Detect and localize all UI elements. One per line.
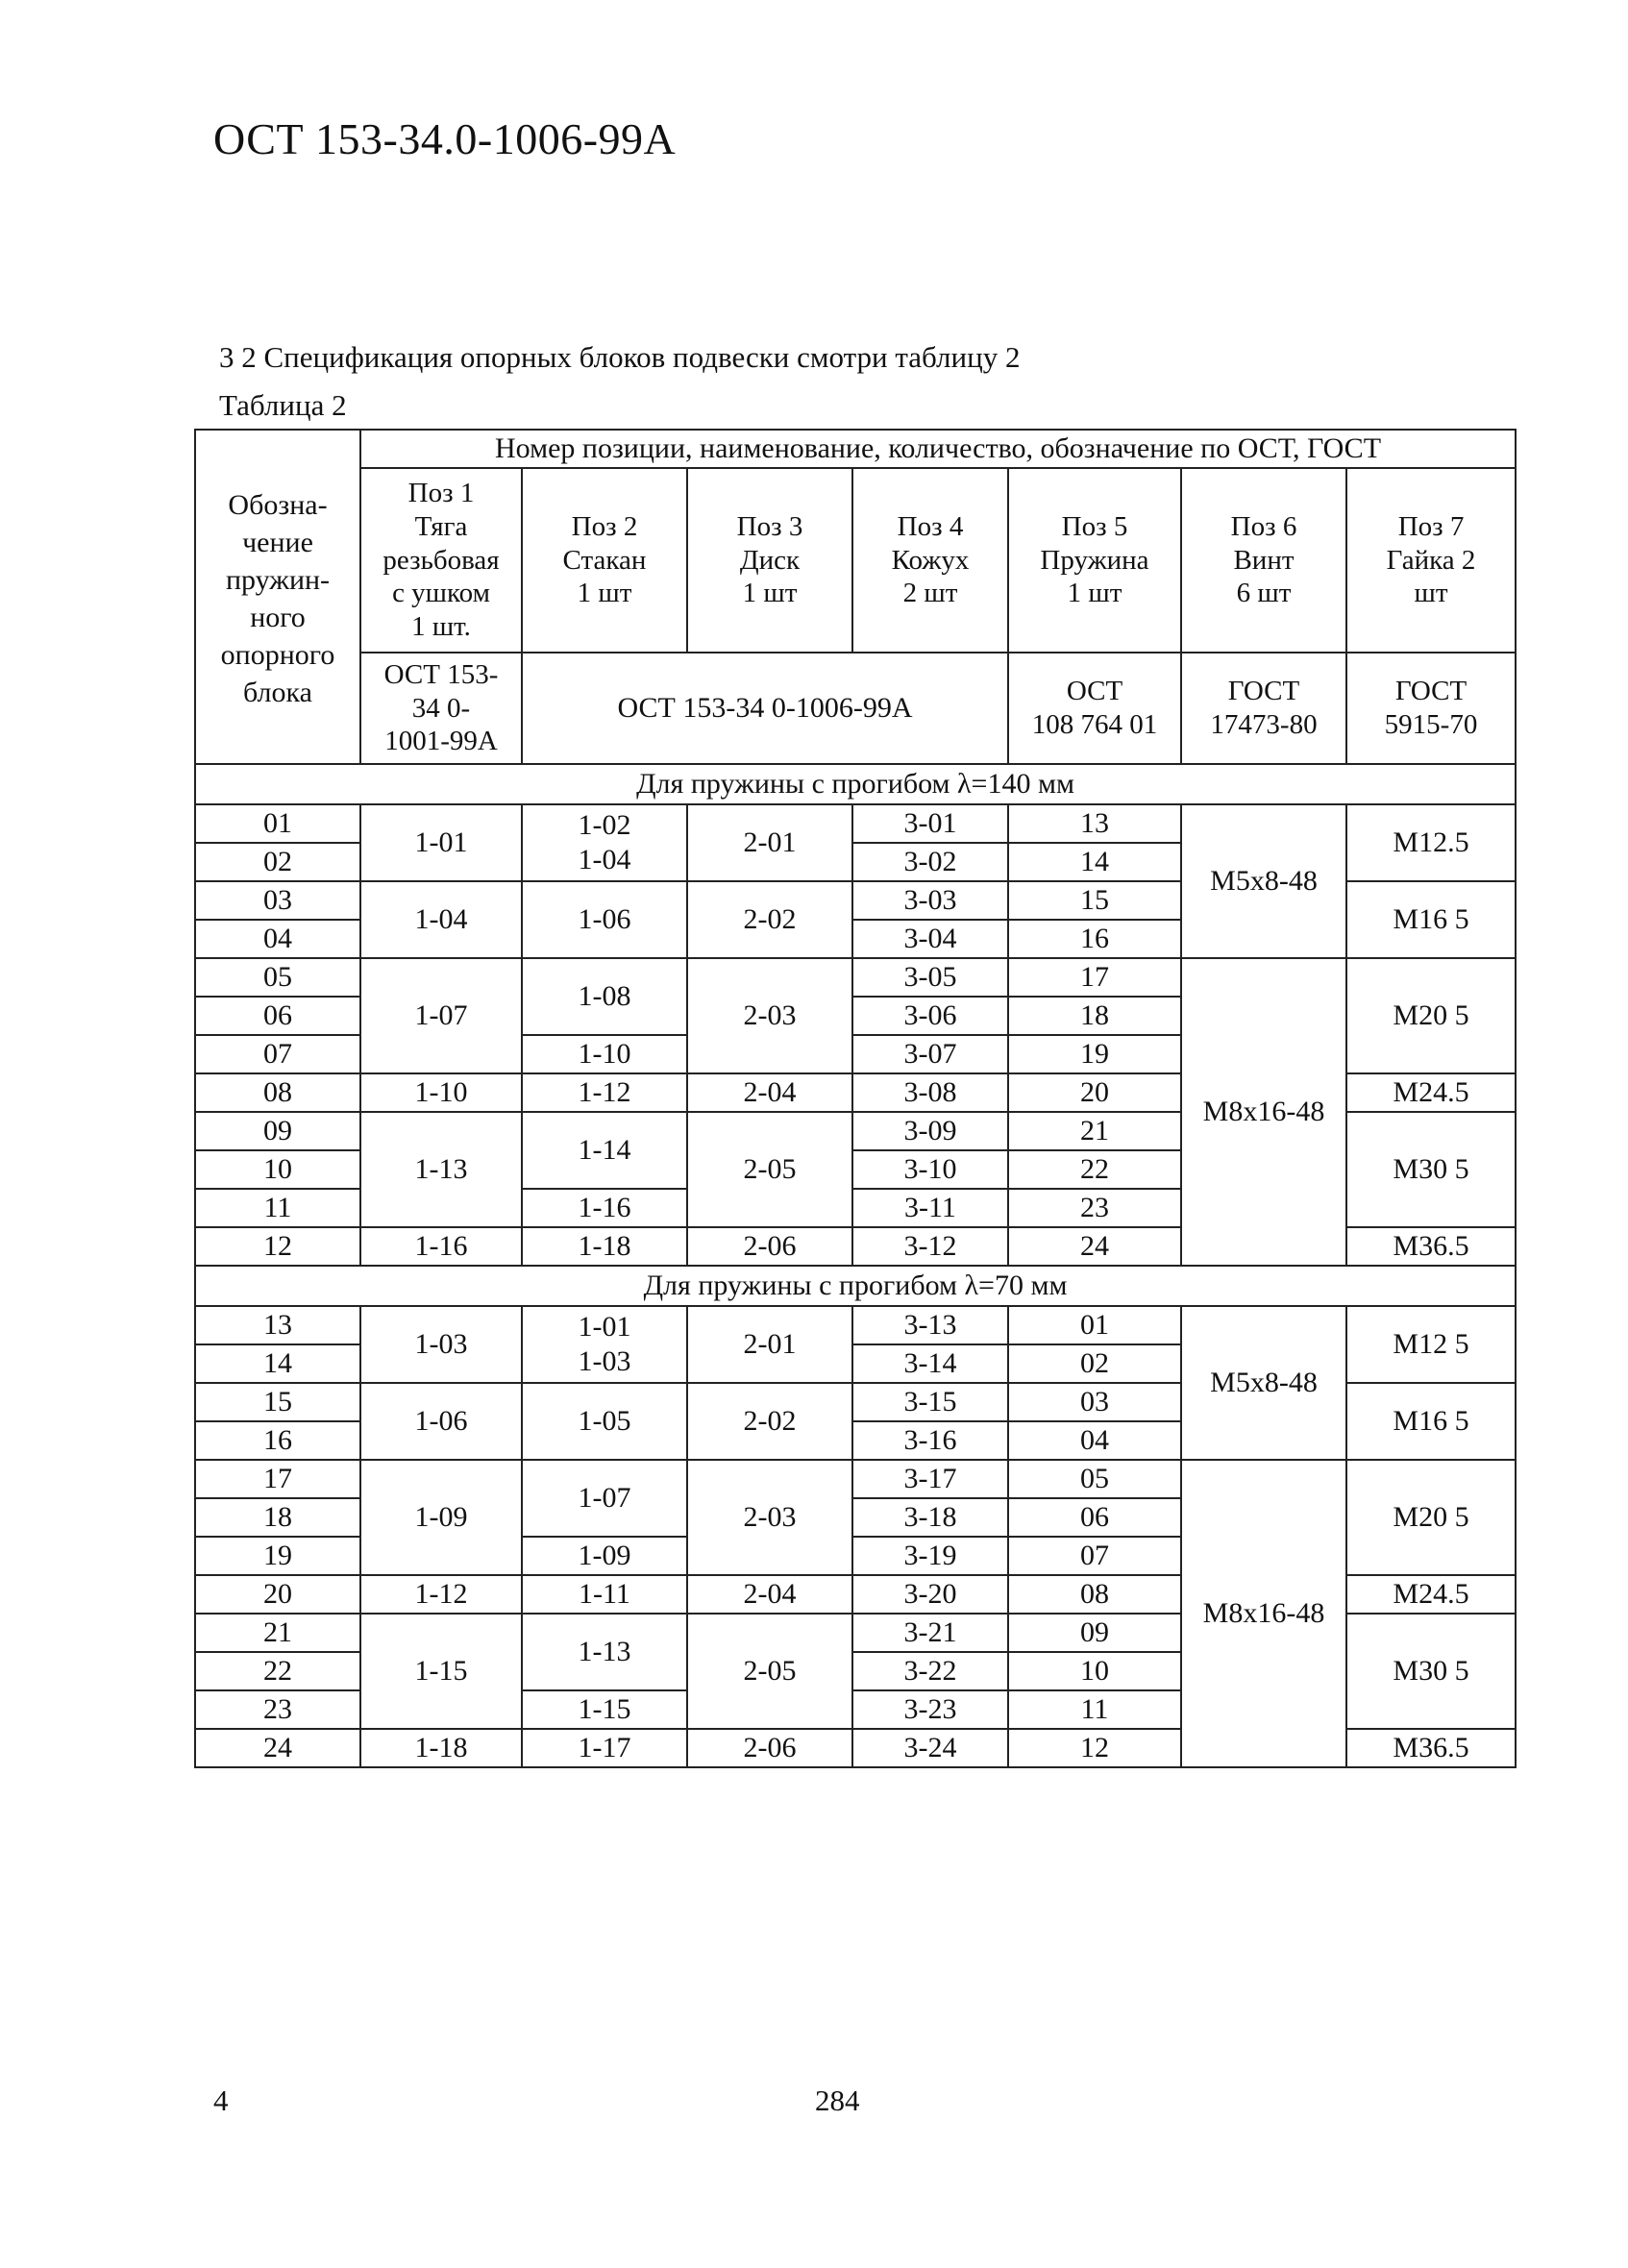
pos4-cell: 3-07 <box>852 1035 1008 1073</box>
pos2-cell: 1-11 <box>522 1575 687 1614</box>
designation-cell: 22 <box>195 1652 360 1690</box>
pos5-cell: 09 <box>1008 1614 1181 1652</box>
pos6-cell: М8х16-48 <box>1181 1460 1346 1767</box>
designation-cell: 02 <box>195 843 360 881</box>
pos1-cell: 1-12 <box>360 1575 522 1614</box>
pos3-cell: 2-02 <box>687 1383 852 1460</box>
designation-cell: 08 <box>195 1073 360 1112</box>
pos2-cell: 1-01 1-03 <box>522 1306 687 1383</box>
pos2-cell: 1-08 <box>522 958 687 1035</box>
pos2-cell: 1-17 <box>522 1729 687 1767</box>
pos1-cell: 1-10 <box>360 1073 522 1112</box>
document-code: ОСТ 153-34.0-1006-99А <box>213 114 677 163</box>
pos1-cell: 1-18 <box>360 1729 522 1767</box>
pos4-cell: 3-09 <box>852 1112 1008 1150</box>
pos7-cell: М20 5 <box>1346 1460 1516 1575</box>
pos6-cell: М5х8-48 <box>1181 804 1346 958</box>
pos4-cell: 3-12 <box>852 1227 1008 1266</box>
pos1-cell: 1-07 <box>360 958 522 1073</box>
pos4-cell: 3-20 <box>852 1575 1008 1614</box>
pos5-cell: 02 <box>1008 1344 1181 1383</box>
pos7-cell: М30 5 <box>1346 1614 1516 1729</box>
pos4-cell: 3-21 <box>852 1614 1008 1652</box>
pos4-cell: 3-19 <box>852 1537 1008 1575</box>
pos3-cell: 2-05 <box>687 1112 852 1227</box>
designation-cell: 12 <box>195 1227 360 1266</box>
pos4-cell: 3-15 <box>852 1383 1008 1421</box>
pos4-cell: 3-16 <box>852 1421 1008 1460</box>
pos5-cell: 20 <box>1008 1073 1181 1112</box>
pos3-cell: 2-06 <box>687 1227 852 1266</box>
pos3-cell: 2-03 <box>687 1460 852 1575</box>
pos2-cell: 1-15 <box>522 1690 687 1729</box>
pos5-cell: 10 <box>1008 1652 1181 1690</box>
pos7-cell: М30 5 <box>1346 1112 1516 1227</box>
pos1-cell: 1-04 <box>360 881 522 958</box>
pos4-cell: 3-10 <box>852 1150 1008 1189</box>
pos7-standard: ГОСТ 5915-70 <box>1346 653 1516 764</box>
pos4-cell: 3-22 <box>852 1652 1008 1690</box>
pos2-cell: 1-02 1-04 <box>522 804 687 881</box>
pos5-cell: 01 <box>1008 1306 1181 1344</box>
pos3-header: Поз 3 Диск 1 шт <box>687 468 852 653</box>
pos6-cell: М5х8-48 <box>1181 1306 1346 1460</box>
pos3-cell: 2-03 <box>687 958 852 1073</box>
pos2-cell: 1-18 <box>522 1227 687 1266</box>
designation-header: Обозна- чение пружин- ного опорного блока <box>195 430 360 764</box>
designation-cell: 16 <box>195 1421 360 1460</box>
pos7-cell: М20 5 <box>1346 958 1516 1073</box>
pos5-cell: 15 <box>1008 881 1181 920</box>
pos7-cell: М24.5 <box>1346 1073 1516 1112</box>
designation-cell: 04 <box>195 920 360 958</box>
pos5-cell: 04 <box>1008 1421 1181 1460</box>
page-number-left: 4 <box>213 2083 229 2117</box>
pos5-cell: 24 <box>1008 1227 1181 1266</box>
pos2-cell: 1-05 <box>522 1383 687 1460</box>
pos6-header: Поз 6 Винт 6 шт <box>1181 468 1346 653</box>
pos7-cell: М16 5 <box>1346 881 1516 958</box>
pos4-header: Поз 4 Кожух 2 шт <box>852 468 1008 653</box>
pos7-cell: М12.5 <box>1346 804 1516 881</box>
pos2-cell: 1-14 <box>522 1112 687 1189</box>
designation-cell: 19 <box>195 1537 360 1575</box>
designation-cell: 11 <box>195 1189 360 1227</box>
pos4-cell: 3-24 <box>852 1729 1008 1767</box>
pos5-cell: 19 <box>1008 1035 1181 1073</box>
designation-cell: 17 <box>195 1460 360 1498</box>
pos7-cell: М36.5 <box>1346 1729 1516 1767</box>
page-number-center: 284 <box>815 2083 860 2117</box>
pos1-header: Поз 1 Тяга резьбовая с ушком 1 шт. <box>360 468 522 653</box>
pos6-standard: ГОСТ 17473-80 <box>1181 653 1346 764</box>
pos3-cell: 2-01 <box>687 804 852 881</box>
pos4-cell: 3-06 <box>852 997 1008 1035</box>
table-row <box>195 1306 1516 1344</box>
designation-cell: 21 <box>195 1614 360 1652</box>
pos5-cell: 03 <box>1008 1383 1181 1421</box>
pos1-cell: 1-15 <box>360 1614 522 1729</box>
table-row <box>195 958 1516 997</box>
pos1-cell: 1-09 <box>360 1460 522 1575</box>
pos5-cell: 11 <box>1008 1690 1181 1729</box>
section-title: Для пружины с прогибом λ=70 мм <box>195 1266 1516 1306</box>
designation-cell: 23 <box>195 1690 360 1729</box>
pos4-cell: 3-01 <box>852 804 1008 843</box>
pos2-cell: 1-07 <box>522 1460 687 1537</box>
designation-cell: 18 <box>195 1498 360 1537</box>
designation-cell: 13 <box>195 1306 360 1344</box>
designation-cell: 14 <box>195 1344 360 1383</box>
pos4-cell: 3-11 <box>852 1189 1008 1227</box>
pos2-4-standard: ОСТ 153-34 0-1006-99А <box>522 653 1008 764</box>
pos5-cell: 17 <box>1008 958 1181 997</box>
pos2-cell: 1-09 <box>522 1537 687 1575</box>
pos2-cell: 1-06 <box>522 881 687 958</box>
designation-cell: 10 <box>195 1150 360 1189</box>
designation-cell: 03 <box>195 881 360 920</box>
pos4-cell: 3-08 <box>852 1073 1008 1112</box>
pos2-cell: 1-12 <box>522 1073 687 1112</box>
pos4-cell: 3-04 <box>852 920 1008 958</box>
pos5-cell: 14 <box>1008 843 1181 881</box>
pos4-cell: 3-17 <box>852 1460 1008 1498</box>
pos4-cell: 3-13 <box>852 1306 1008 1344</box>
table-row <box>195 1460 1516 1498</box>
pos5-cell: 13 <box>1008 804 1181 843</box>
specification-table <box>194 429 1517 1768</box>
designation-cell: 24 <box>195 1729 360 1767</box>
pos2-cell: 1-16 <box>522 1189 687 1227</box>
designation-cell: 20 <box>195 1575 360 1614</box>
pos3-cell: 2-04 <box>687 1575 852 1614</box>
pos2-cell: 1-13 <box>522 1614 687 1690</box>
pos1-cell: 1-01 <box>360 804 522 881</box>
designation-cell: 01 <box>195 804 360 843</box>
designation-cell: 15 <box>195 1383 360 1421</box>
pos7-cell: М16 5 <box>1346 1383 1516 1460</box>
pos5-standard: ОСТ 108 764 01 <box>1008 653 1181 764</box>
pos5-header: Поз 5 Пружина 1 шт <box>1008 468 1181 653</box>
pos7-cell: М12 5 <box>1346 1306 1516 1383</box>
pos5-cell: 23 <box>1008 1189 1181 1227</box>
pos5-cell: 21 <box>1008 1112 1181 1150</box>
pos7-header: Поз 7 Гайка 2 шт <box>1346 468 1516 653</box>
pos3-cell: 2-04 <box>687 1073 852 1112</box>
pos4-cell: 3-02 <box>852 843 1008 881</box>
pos5-cell: 05 <box>1008 1460 1181 1498</box>
pos7-cell: М36.5 <box>1346 1227 1516 1266</box>
pos1-cell: 1-13 <box>360 1112 522 1227</box>
section-title: Для пружины с прогибом λ=140 мм <box>195 764 1516 804</box>
designation-cell: 07 <box>195 1035 360 1073</box>
intro-text: 3 2 Спецификация опорных блоков подвески смотри таблицу 2 <box>219 340 1021 374</box>
pos4-cell: 3-14 <box>852 1344 1008 1383</box>
pos5-cell: 16 <box>1008 920 1181 958</box>
pos1-cell: 1-03 <box>360 1306 522 1383</box>
pos1-standard: ОСТ 153- 34 0- 1001-99А <box>360 653 522 764</box>
designation-cell: 09 <box>195 1112 360 1150</box>
pos1-cell: 1-16 <box>360 1227 522 1266</box>
designation-cell: 06 <box>195 997 360 1035</box>
pos3-cell: 2-01 <box>687 1306 852 1383</box>
pos4-cell: 3-18 <box>852 1498 1008 1537</box>
table-label: Таблица 2 <box>219 388 347 422</box>
pos5-cell: 12 <box>1008 1729 1181 1767</box>
pos4-cell: 3-05 <box>852 958 1008 997</box>
table-row <box>195 804 1516 843</box>
pos3-cell: 2-06 <box>687 1729 852 1767</box>
pos2-cell: 1-10 <box>522 1035 687 1073</box>
pos5-cell: 08 <box>1008 1575 1181 1614</box>
pos3-cell: 2-02 <box>687 881 852 958</box>
designation-cell: 05 <box>195 958 360 997</box>
pos2-header: Поз 2 Стакан 1 шт <box>522 468 687 653</box>
pos5-cell: 06 <box>1008 1498 1181 1537</box>
pos5-cell: 18 <box>1008 997 1181 1035</box>
pos4-cell: 3-03 <box>852 881 1008 920</box>
pos7-cell: М24.5 <box>1346 1575 1516 1614</box>
pos3-cell: 2-05 <box>687 1614 852 1729</box>
pos4-cell: 3-23 <box>852 1690 1008 1729</box>
group-header: Номер позиции, наименование, количество, обозначение по ОСТ, ГОСТ <box>360 430 1516 468</box>
pos5-cell: 07 <box>1008 1537 1181 1575</box>
pos5-cell: 22 <box>1008 1150 1181 1189</box>
pos1-cell: 1-06 <box>360 1383 522 1460</box>
pos6-cell: М8х16-48 <box>1181 958 1346 1266</box>
